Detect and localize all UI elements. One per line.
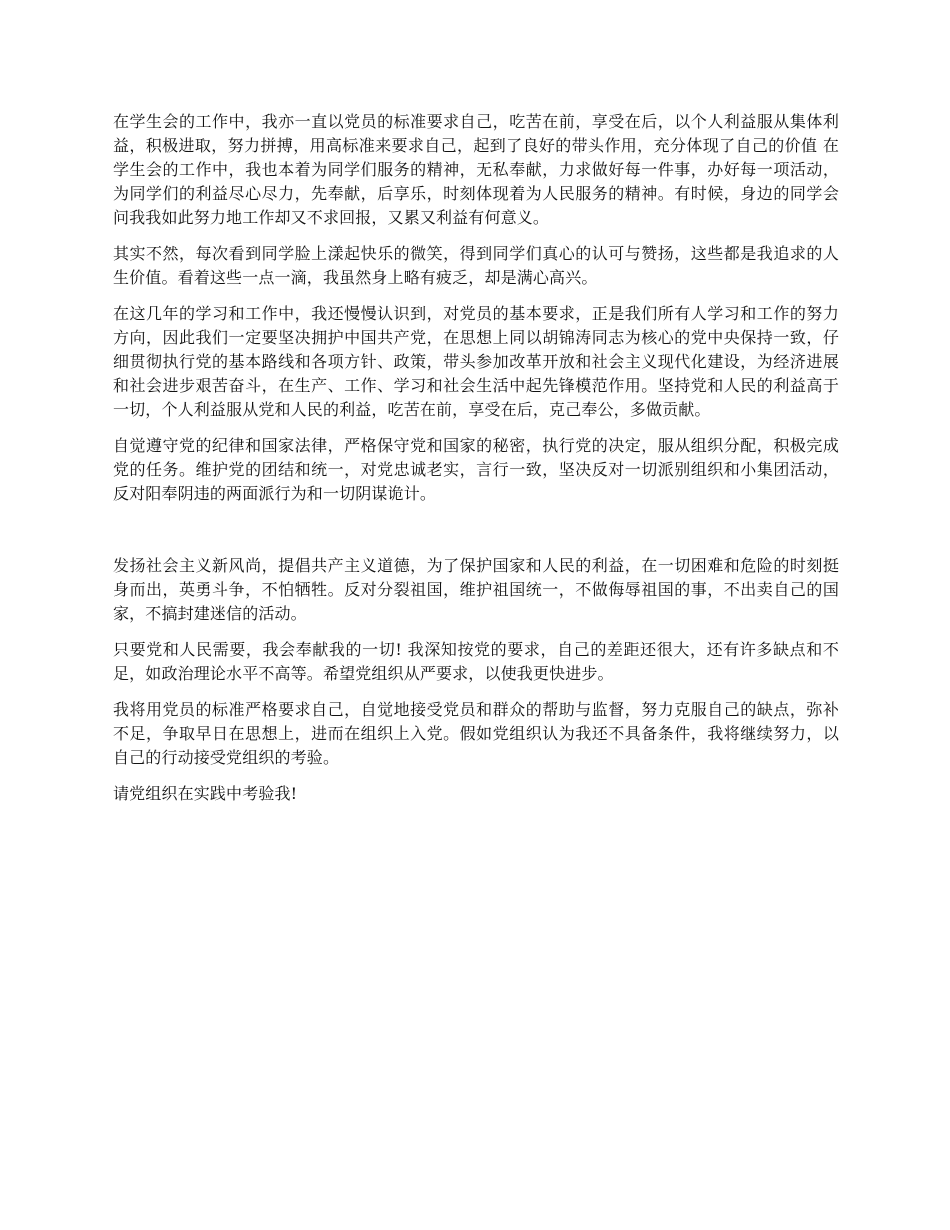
paragraph-discipline: 自觉遵守党的纪律和国家法律，严格保守党和国家的秘密，执行党的决定，服从组织分配，积极完成党的任务。维护党的团结和统一，对党忠诚老实，言行一致，坚决反对一切派别组织和小集团活动，反对阳奉阴违的两面派行为和一切阴谋诡计。 <box>113 436 839 503</box>
section-gap <box>113 518 839 554</box>
paragraph-student-union-work: 在学生会的工作中，我亦一直以党员的标准要求自己，吃苦在前，享受在后，以个人利益服从集体利益，积极进取，努力拼搏，用高标准来要求自己，起到了良好的带头作用，充分体现了自己的价值 在学生会的工作中，我也本着为同学们服务的精神，无私奉献，力求做好每一件事，办好每一项活动，为同学们的利益尽心尽力，先奉献，后享乐，时刻体现着为人民服务的精神。有时候，身边的同学会问我我如此努力地工作却又不求回报，又累又利益有何意义。 <box>113 112 839 227</box>
paragraph-socialist-ethos: 发扬社会主义新风尚，提倡共产主义道德，为了保护国家和人民的利益，在一切困难和危险的时刻挺身而出，英勇斗争，不怕牺牲。反对分裂祖国，维护祖国统一，不做侮辱祖国的事，不出卖自己的国家，不搞封建迷信的活动。 <box>113 556 839 623</box>
paragraph-closing: 请党组织在实践中考验我! <box>113 784 298 803</box>
paragraph-party-requirements: 在这几年的学习和工作中，我还慢慢认识到，对党员的基本要求，正是我们所有人学习和工作的努力方向，因此我们一定要坚决拥护中国共产党，在思想上同以胡锦涛同志为核心的党中央保持一致，仔细贯彻执行党的基本路线和各项方针、政策，带头参加改革开放和社会主义现代化建设，为经济进展和社会进步艰苦奋斗，在生产、工作、学习和社会生活中起先锋模范作用。坚持党和人民的利益高于一切，个人利益服从党和人民的利益，吃苦在前，享受在后，克己奉公，多做贡献。 <box>113 304 839 419</box>
paragraph-commitment: 我将用党员的标准严格要求自己，自觉地接受党员和群众的帮助与监督，努力克服自己的缺点，弥补不足，争取早日在思想上，进而在组织上入党。假如党组织认为我还不具备条件，我将继续努力，以自己的行动接受党组织的考验。 <box>113 700 839 767</box>
paragraph-life-value: 其实不然，每次看到同学脸上漾起快乐的微笑，得到同学们真心的认可与赞扬，这些都是我追求的人生价值。看着这些一点一滴，我虽然身上略有疲乏，却是满心高兴。 <box>113 244 839 287</box>
paragraph-dedication: 只要党和人民需要，我会奉献我的一切! 我深知按党的要求，自己的差距还很大，还有许多缺点和不足，如政治理论水平不高等。希望党组织从严要求，以使我更快进步。 <box>113 640 839 683</box>
document-body <box>113 110 839 818</box>
